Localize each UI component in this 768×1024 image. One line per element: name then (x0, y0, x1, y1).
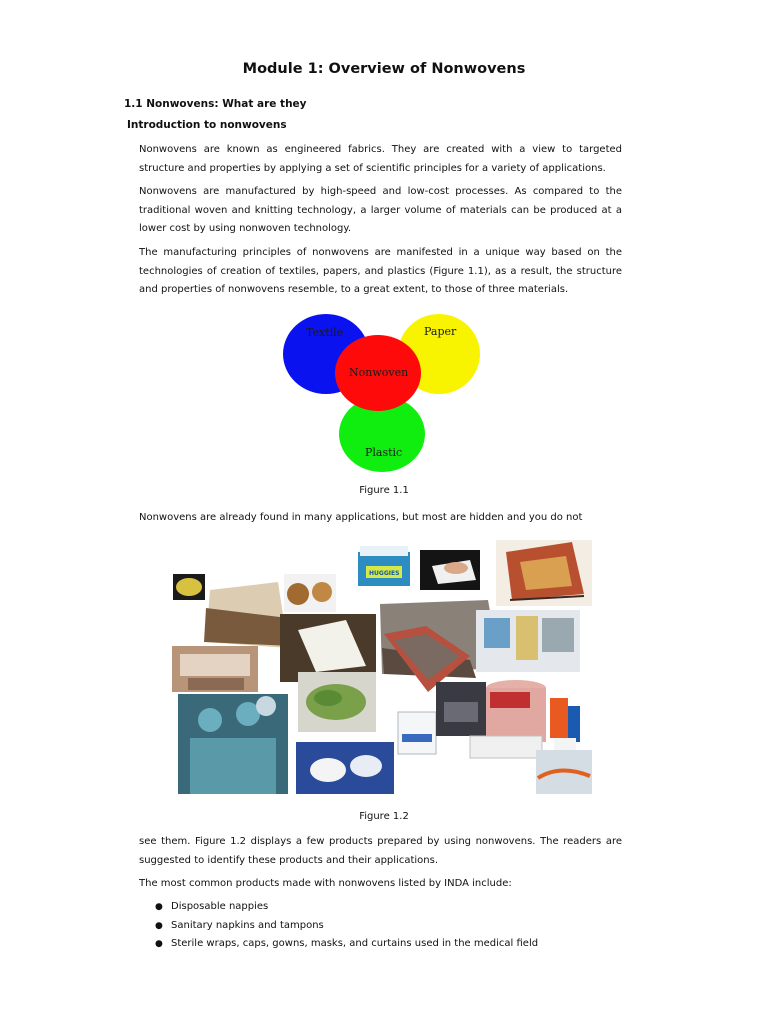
list-item (153, 935, 538, 954)
plastic-label: Plastic (365, 446, 403, 459)
section-heading: 1.1 Nonwovens: What are they (124, 98, 307, 110)
paragraph-1: Nonwovens are known as engineered fabrics. They are created with a view to targeted structure and properties by applying a set of scientific principles for a variety of applications. (139, 144, 622, 174)
venn-diagram (280, 310, 485, 475)
bullet-icon: ● (155, 939, 163, 949)
list-intro: The most common products made with nonwovens listed by INDA include: (139, 878, 512, 889)
paragraph-3: The manufacturing principles of nonwovens are manifested in a unique way based on the technologies of creation of textiles, papers, and plastics (Figure 1.1), as a result, the structure and properties of nonwovens resemble, to a great extent, to those of three materials. (139, 247, 622, 295)
nonwoven-label: Nonwoven (349, 366, 409, 379)
product-collage-image (170, 538, 594, 800)
figure-2-caption: Figure 1.2 (359, 811, 409, 822)
list-item-text: Sterile wraps, caps, gowns, masks, and curtains used in the medical field (171, 938, 539, 949)
list-item (153, 917, 538, 936)
huggies-box-label: HUGGIES (369, 570, 400, 577)
paragraph-5: see them. Figure 1.2 displays a few products prepared by using nonwovens. The readers are suggested to identify these products and their applications. (139, 836, 622, 866)
product-list (153, 898, 538, 954)
paragraph-4: Nonwovens are already found in many applications, but most are hidden and you do not (139, 512, 583, 523)
list-item-text: Sanitary napkins and tampons (171, 919, 324, 931)
list-item (153, 898, 538, 917)
textile-label: Textile (306, 326, 344, 339)
page-title: Module 1: Overview of Nonwovens (242, 61, 526, 77)
subsection-heading: Introduction to nonwovens (127, 119, 287, 131)
figure-1-caption: Figure 1.1 (359, 485, 409, 496)
bullet-icon: ● (155, 920, 163, 931)
list-item-text: Disposable nappies (171, 901, 269, 912)
paper-label: Paper (424, 325, 457, 338)
bullet-icon: ● (155, 902, 163, 912)
paragraph-2: Nonwovens are manufactured by high-speed and low-cost processes. As compared to the traditional woven and knitting technology, a larger volume of materials can be produced at a lower cost by using nonwoven technology. (139, 186, 622, 234)
